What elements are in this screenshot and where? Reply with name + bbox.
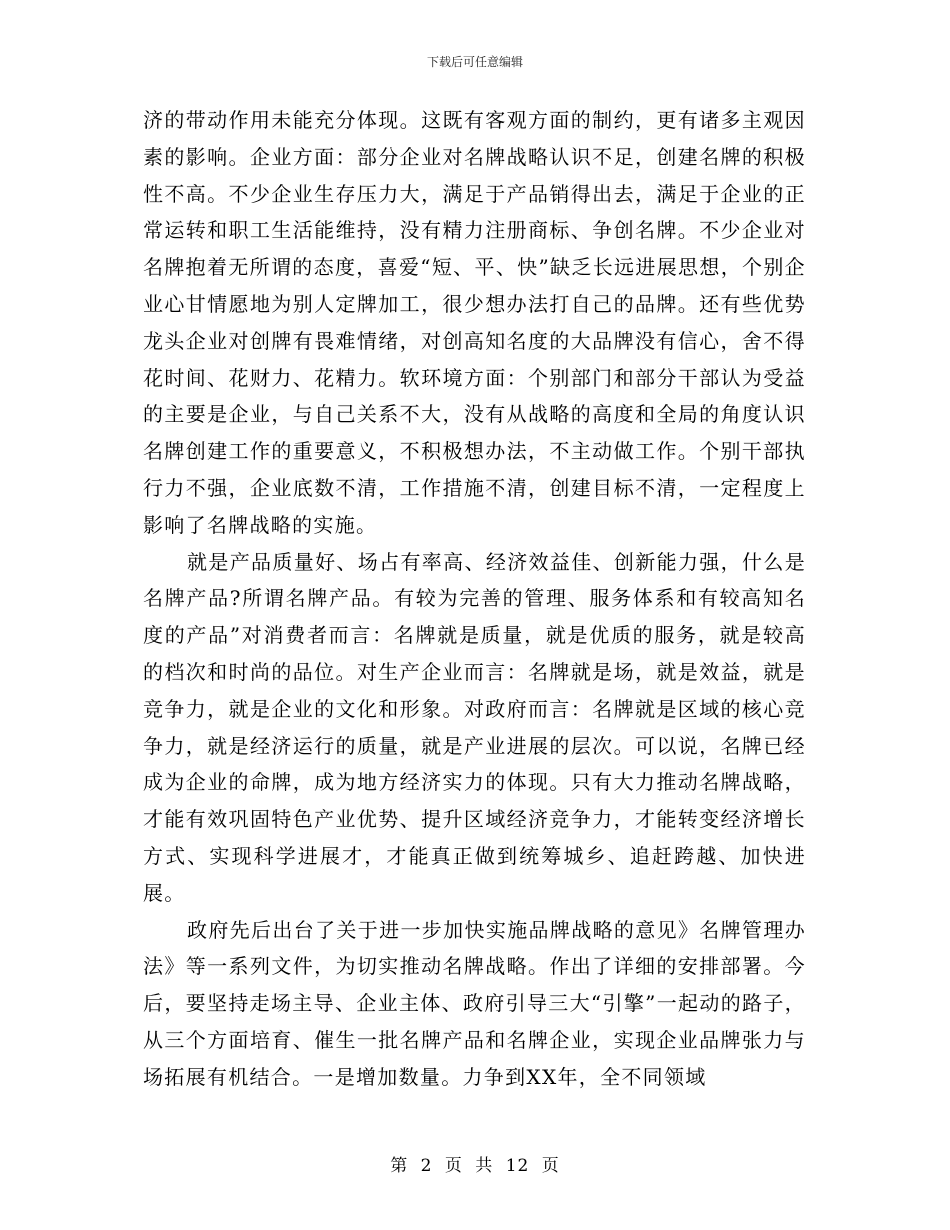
page-footer: 第 2 页 共 12 页 — [390, 1156, 560, 1176]
paragraph-1: 济的带动作用未能充分体现。这既有客观方面的制约，更有诸多主观因素的影响。企业方面：部分企业对名牌战略认识不足，创建名牌的积极性不高。不少企业生存压力大，满足于产品销得出去，满足于企业的正常运转和职工生活能维持，没有精力注册商标、争创名牌。不少企业对名牌抱着无所谓的态度，喜爱“短、平、快”缺乏长远进展思想，个别企业心甘情愿地为别人定牌加工，很少想办法打自己的品牌。还有些优势龙头企业对创牌有畏难情绪，对创高知名度的大品牌没有信心，舍不得花时间、花财力、花精力。软环境方面：个别部门和部分干部认为受益的主要是企业，与自己关系不大，没有从战略的高度和全局的角度认识名牌创建工作的重要意义，不积极想办法，不主动做工作。个别干部执行力不强，企业底数不清，工作措施不清，创建目标不清，一定程度上影响了名牌战略的实施。 — [143, 108, 806, 537]
document-body — [143, 102, 806, 1096]
paragraph-2: 就是产品质量好、场占有率高、经济效益佳、创新能力强，什么是名牌产品?所谓名牌产品。有较为完善的管理、服务体系和有较高知名度的产品”对消费者而言：名牌就是质量，就是优质的服务，就是较高的档次和时尚的品位。对生产企业而言：名牌就是场，就是效益，就是竞争力，就是企业的文化和形象。对政府而言：名牌就是区域的核心竞争力，就是经济运行的质量，就是产业进展的层次。可以说，名牌已经成为企业的命牌，成为地方经济实力的体现。只有大力推动名牌战略，才能有效巩固特色产业优势、提升区域经济竞争力，才能转变经济增长方式、实现科学进展才，才能真正做到统筹城乡、追赶跨越、加快进展。 — [143, 549, 806, 905]
page-header: 下载后可任意编辑 — [426, 55, 523, 69]
paragraph-3: 政府先后出台了关于进一步加快实施品牌战略的意见》名牌管理办法》等一系列文件，为切实推动名牌战略。作出了详细的安排部署。今后，要坚持走场主导、企业主体、政府引导三大“引擎”一起动的路子，从三个方面培育、催生一批名牌产品和名牌企业，实现企业品牌张力与场拓展有机结合。一是增加数量。力争到XX年，全不同领域 — [143, 917, 806, 1089]
